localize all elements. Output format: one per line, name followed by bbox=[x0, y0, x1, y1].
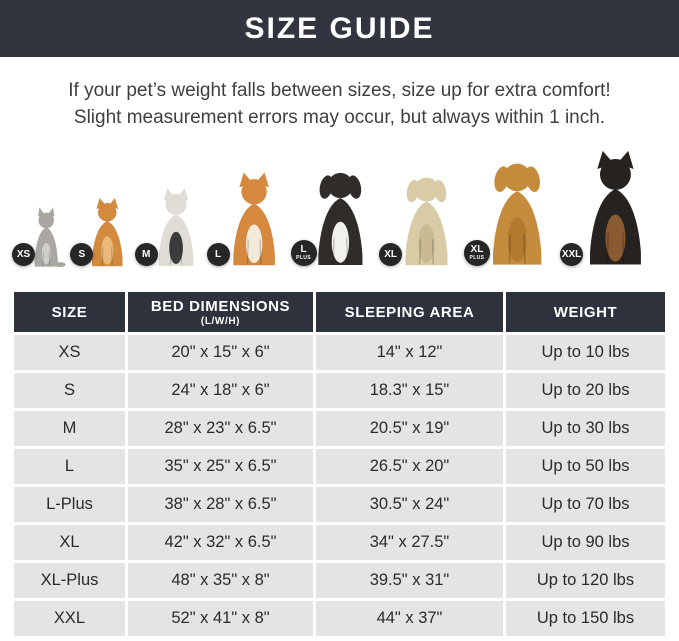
doberman-figure bbox=[561, 149, 661, 269]
cell-sleeping-area: 34" x 27.5" bbox=[316, 525, 503, 560]
cell-size: S bbox=[14, 373, 125, 408]
labrador-figure bbox=[384, 170, 464, 269]
cell-sleeping-area: 18.3" x 15" bbox=[316, 373, 503, 408]
size-badge-s: S bbox=[70, 243, 93, 266]
subtitle-line-1: If your pet’s weight falls between sizes, size up for extra comfort! bbox=[68, 80, 611, 101]
size-badge-l-plus: L PLUS bbox=[291, 240, 317, 266]
border-collie-figure bbox=[296, 165, 380, 269]
size-badge-xl: XL bbox=[379, 243, 402, 266]
cell-size: XL bbox=[14, 525, 125, 560]
column-header-bed-dimensions: BED DIMENSIONS (L/W/H) bbox=[128, 292, 313, 332]
table-row bbox=[14, 601, 665, 636]
cell-sleeping-area: 20.5" x 19" bbox=[316, 411, 503, 446]
size-table bbox=[14, 292, 665, 636]
doberman-illustration-icon bbox=[570, 149, 661, 269]
cell-weight: Up to 70 lbs bbox=[506, 487, 665, 522]
table-row bbox=[14, 411, 665, 446]
cell-size: M bbox=[14, 411, 125, 446]
cell-weight: Up to 90 lbs bbox=[506, 525, 665, 560]
size-badge-xxl: XXL bbox=[560, 243, 583, 266]
table-row bbox=[14, 449, 665, 484]
cat-figure bbox=[16, 205, 70, 269]
cell-weight: Up to 20 lbs bbox=[506, 373, 665, 408]
cell-sleeping-area: 26.5" x 20" bbox=[316, 449, 503, 484]
table-row bbox=[14, 487, 665, 522]
cell-sleeping-area: 44" x 37" bbox=[316, 601, 503, 636]
cell-bed-dimensions: 35" x 25" x 6.5" bbox=[128, 449, 313, 484]
cell-sleeping-area: 14" x 12" bbox=[316, 335, 503, 370]
size-badge-l: L bbox=[207, 243, 230, 266]
cell-weight: Up to 120 lbs bbox=[506, 563, 665, 598]
size-table-header bbox=[14, 292, 665, 332]
size-table-body bbox=[14, 335, 665, 636]
shiba-inu-figure bbox=[214, 171, 291, 269]
cell-weight: Up to 50 lbs bbox=[506, 449, 665, 484]
column-header-size: SIZE bbox=[14, 292, 125, 332]
subtitle bbox=[0, 77, 679, 131]
golden-retriever-figure bbox=[469, 155, 560, 269]
page-title: SIZE GUIDE bbox=[244, 11, 435, 45]
table-row bbox=[14, 335, 665, 370]
cell-sleeping-area: 30.5" x 24" bbox=[316, 487, 503, 522]
cell-weight: Up to 150 lbs bbox=[506, 601, 665, 636]
size-badge-xl-plus: XL PLUS bbox=[464, 240, 490, 266]
cell-size: XL-Plus bbox=[14, 563, 125, 598]
cell-size: L bbox=[14, 449, 125, 484]
column-header-weight: WEIGHT bbox=[506, 292, 665, 332]
cell-size: XS bbox=[14, 335, 125, 370]
cell-bed-dimensions: 28" x 23" x 6.5" bbox=[128, 411, 313, 446]
column-header-sleeping-area: SLEEPING AREA bbox=[316, 292, 503, 332]
cell-sleeping-area: 39.5" x 31" bbox=[316, 563, 503, 598]
table-row bbox=[14, 373, 665, 408]
pomeranian-figure bbox=[80, 197, 135, 269]
cell-size: XXL bbox=[14, 601, 125, 636]
cell-bed-dimensions: 42" x 32" x 6.5" bbox=[128, 525, 313, 560]
pet-size-lineup bbox=[0, 133, 679, 283]
cell-size: L-Plus bbox=[14, 487, 125, 522]
size-badge-xs: XS bbox=[12, 243, 35, 266]
cell-bed-dimensions: 24" x 18" x 6" bbox=[128, 373, 313, 408]
cell-bed-dimensions: 20" x 15" x 6" bbox=[128, 335, 313, 370]
cell-bed-dimensions: 38" x 28" x 6.5" bbox=[128, 487, 313, 522]
table-row bbox=[14, 525, 665, 560]
french-bulldog-figure bbox=[141, 187, 207, 269]
cell-weight: Up to 30 lbs bbox=[506, 411, 665, 446]
subtitle-line-2: Slight measurement errors may occur, but always within 1 inch. bbox=[73, 107, 606, 128]
table-row bbox=[14, 563, 665, 598]
cell-bed-dimensions: 48" x 35" x 8" bbox=[128, 563, 313, 598]
size-badge-m: M bbox=[135, 243, 158, 266]
cell-weight: Up to 10 lbs bbox=[506, 335, 665, 370]
cell-bed-dimensions: 52" x 41" x 8" bbox=[128, 601, 313, 636]
header-banner bbox=[0, 0, 679, 57]
